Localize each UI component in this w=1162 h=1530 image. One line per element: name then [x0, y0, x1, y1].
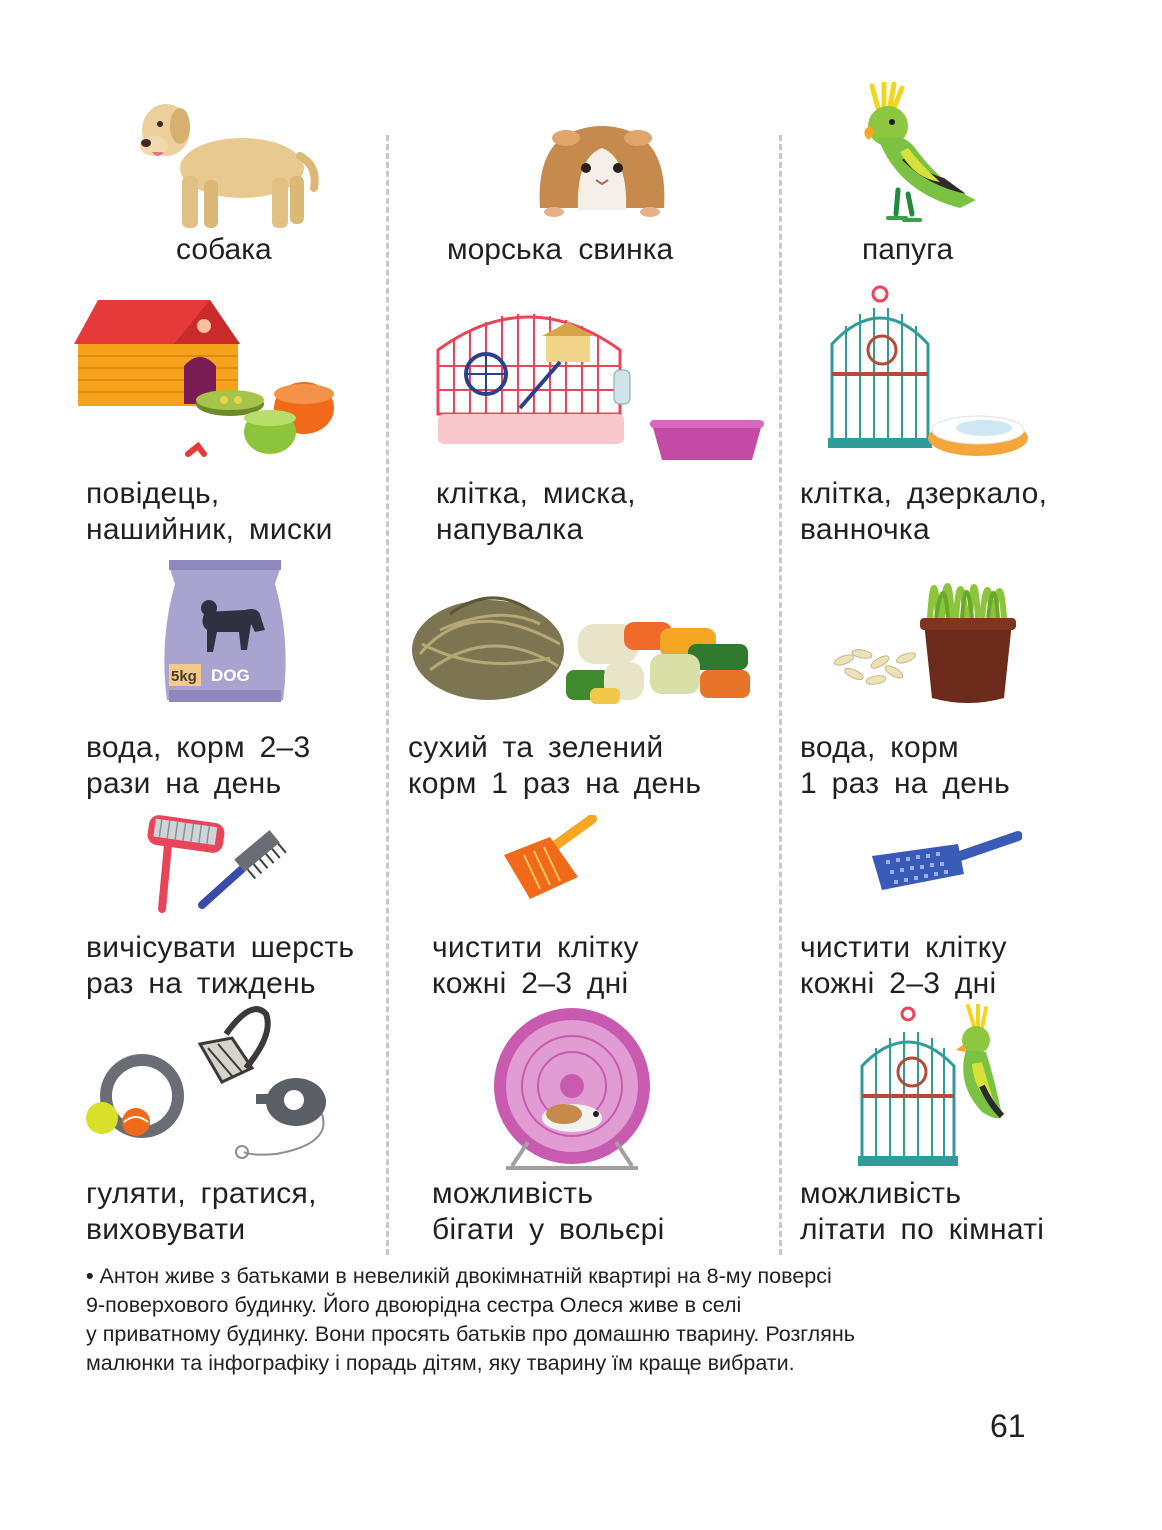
activity-parrot-line1: можливість [800, 1177, 962, 1210]
task-paragraph [86, 1262, 966, 1378]
equipment-dog [86, 476, 333, 548]
svg-text:5kg: 5kg [171, 668, 197, 685]
equipment-guinea-pig-line1: клітка, миска, [436, 477, 636, 510]
hay-vegetables-icon [410, 574, 760, 709]
animal-name-dog: собака [176, 233, 272, 266]
task-line-4: малюнки та інфографіку і порадь дітям, яку тварину їм краще вибрати. [86, 1351, 795, 1375]
task-line-3: у приватному будинку. Вони просять батьків про домашню тварину. Розглянь [86, 1322, 855, 1346]
equipment-guinea-pig-line2: напувалка [436, 513, 584, 546]
activity-dog [86, 1176, 317, 1248]
task-bullet: • [86, 1264, 94, 1288]
feeding-guinea-pig [408, 730, 701, 802]
equipment-parrot-line2: ванночка [800, 513, 930, 546]
hamster-cage-icon [434, 290, 764, 460]
activity-dog-line2: виховувати [86, 1213, 246, 1246]
feeding-guinea-pig-line2: корм 1 раз на день [408, 767, 702, 800]
column-divider-left [386, 135, 389, 1255]
feeding-parrot [800, 730, 1010, 802]
task-line-1-text: Антон живе з батьками в невеликій двокімнатній квартирі на 8-му поверсі [99, 1264, 832, 1288]
animal-name-guinea-pig: морська свинка [447, 233, 674, 266]
care-parrot [800, 930, 1007, 1002]
dog-food-bag-icon [155, 560, 295, 705]
care-dog-line2: раз на тиждень [86, 967, 316, 1000]
dog-icon [122, 96, 322, 236]
care-parrot-line2: кожні 2–3 дні [800, 967, 997, 1000]
equipment-parrot [800, 476, 1047, 548]
care-dog [86, 930, 354, 1002]
feeding-dog [86, 730, 311, 802]
task-line-1 [86, 1262, 966, 1291]
dog-toys-icon [76, 1004, 336, 1164]
scoop-icon [500, 815, 600, 905]
guinea-pig-icon [532, 118, 672, 218]
svg-text:DOG: DOG [211, 666, 250, 685]
seeds-grass-icon [832, 558, 1022, 708]
feeding-parrot-line2: 1 раз на день [800, 767, 1011, 800]
animal-name-parrot: папуга [862, 233, 954, 266]
feeding-guinea-pig-line1: сухий та зелений [408, 731, 664, 764]
cage-parrot-icon [856, 1004, 1016, 1169]
care-guinea-pig-line2: кожні 2–3 дні [432, 967, 629, 1000]
equipment-parrot-line1: клітка, дзеркало, [800, 477, 1048, 510]
hamster-wheel-icon [492, 1006, 652, 1176]
equipment-dog-line2: нашийник, миски [86, 513, 333, 546]
equipment-guinea-pig [436, 476, 636, 548]
activity-parrot [800, 1176, 1044, 1248]
page-number: 61 [990, 1408, 1026, 1444]
feeding-dog-line1: вода, корм 2–3 [86, 731, 311, 764]
litter-scoop-icon [872, 826, 1022, 896]
care-guinea-pig-line1: чистити клітку [432, 931, 639, 964]
equipment-dog-line1: повідець, [86, 477, 220, 510]
doghouse-icon [74, 296, 344, 461]
activity-dog-line1: гуляти, гратися, [86, 1177, 317, 1210]
care-dog-line1: вичісувати шерсть [86, 931, 355, 964]
brushes-icon [142, 815, 287, 920]
task-line-2: 9-поверхового будинку. Його двоюрідна сестра Олеся живе в селі [86, 1293, 742, 1317]
care-parrot-line1: чистити клітку [800, 931, 1007, 964]
column-divider-right [779, 135, 782, 1255]
bird-cage-icon [828, 284, 1038, 464]
feeding-parrot-line1: вода, корм [800, 731, 959, 764]
activity-parrot-line2: літати по кімнаті [800, 1213, 1045, 1246]
feeding-dog-line2: рази на день [86, 767, 282, 800]
activity-guinea-pig-line2: бігати у вольєрі [432, 1213, 665, 1246]
parrot-icon [848, 82, 988, 227]
activity-guinea-pig [432, 1176, 665, 1248]
care-guinea-pig [432, 930, 639, 1002]
activity-guinea-pig-line1: можливість [432, 1177, 594, 1210]
